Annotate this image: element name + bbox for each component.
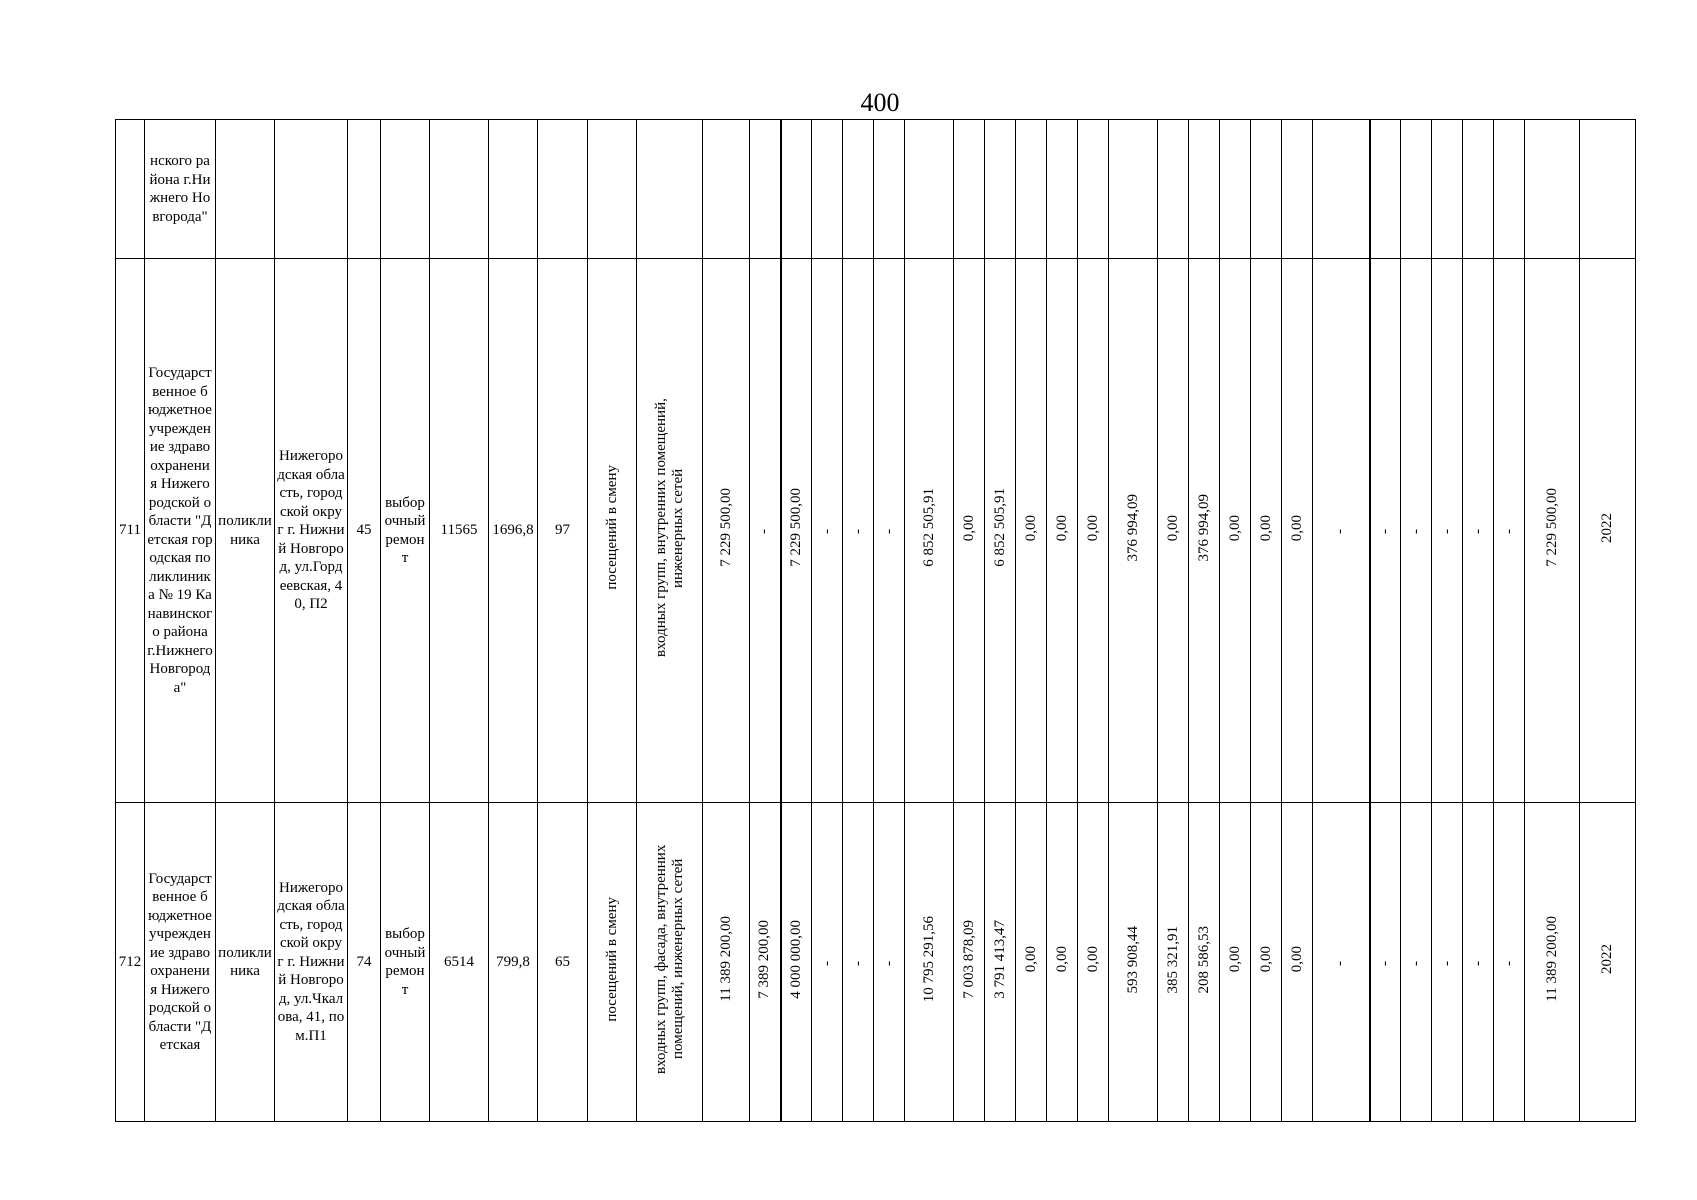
amount-cell	[812, 120, 843, 259]
amount-cell	[954, 120, 985, 259]
amount-cell	[905, 803, 954, 1122]
volume-cell	[430, 259, 489, 803]
amount-cell	[1282, 803, 1313, 1122]
amount-cell-text: 208 586,53	[1195, 925, 1212, 993]
address-cell-text: Нижегородская область, городской округ г. Нижний Новгород, ул.Гордеевская, 40, П2	[277, 448, 345, 613]
capacity-cell	[538, 803, 588, 1122]
amount-cell-text: 385 321,91	[1164, 925, 1181, 993]
works-list-cell-text: входных групп, внутренних помещений, инженерных сетей	[652, 398, 686, 658]
amount-cell-text: 7 229 500,00	[787, 488, 804, 568]
amount-cell	[1158, 120, 1189, 259]
amount-cell	[1432, 259, 1463, 803]
amount-cell	[985, 803, 1016, 1122]
capacity-unit-cell	[588, 259, 637, 803]
object-type-cell-text: поликлиника	[218, 944, 272, 979]
institution-name-cell-text: Государственное бюджетное учреждение здравоохранения Нижегородской области "Детская городская поликлиника № 19 Канавинского района г.Нижнего Новгорода"	[147, 365, 213, 696]
year-cell-text: 2022	[1599, 944, 1615, 975]
amount-cell-text: 11 389 200,00	[1543, 916, 1560, 1003]
wear-cell	[348, 803, 381, 1122]
amount-cell	[1525, 803, 1580, 1122]
amount-cell	[1220, 120, 1251, 259]
area-cell-text: 799,8	[496, 953, 530, 970]
year-cell	[1580, 120, 1636, 259]
amount-cell-text: 0,00	[1288, 514, 1305, 541]
amount-cell	[812, 803, 843, 1122]
address-cell	[275, 120, 348, 259]
amount-cell	[1463, 120, 1494, 259]
amount-cell	[1109, 803, 1158, 1122]
amount-cell	[1282, 120, 1313, 259]
amount-cell-text: 7 389 200,00	[756, 919, 773, 999]
amount-cell	[905, 259, 954, 803]
amount-cell	[874, 120, 905, 259]
amount-cell-text: -	[818, 960, 835, 966]
amount-cell	[703, 803, 750, 1122]
table-row	[116, 120, 1636, 259]
area-cell-text: 1696,8	[492, 522, 534, 539]
object-type-cell	[216, 803, 275, 1122]
amount-cell	[843, 803, 874, 1122]
amount-cell	[812, 259, 843, 803]
amount-cell	[1078, 259, 1109, 803]
amount-cell-text: -	[818, 529, 835, 535]
capacity-unit-cell-text: посещений в смену	[603, 465, 620, 591]
amount-cell	[1158, 803, 1189, 1122]
amount-cell-text: 0,00	[1257, 946, 1274, 973]
work-type-cell-text: выборочный ремонт	[384, 494, 426, 566]
amount-cell-text: 0,00	[1084, 514, 1101, 541]
amount-cell	[1078, 120, 1109, 259]
amount-cell-text: 0,00	[1053, 946, 1070, 973]
amount-cell	[1016, 120, 1047, 259]
amount-cell-text: 7 229 500,00	[717, 488, 734, 568]
amount-cell-text: 0,00	[1288, 946, 1305, 973]
amount-cell	[1313, 803, 1370, 1122]
amount-cell-text: -	[880, 960, 897, 966]
amount-cell	[1220, 259, 1251, 803]
address-cell-text: Нижегородская область, городской округ г. Нижний Новгород, ул.Чкалова, 41, пом.П1	[277, 879, 345, 1044]
work-type-cell	[381, 120, 430, 259]
wear-cell-text: 45	[356, 522, 372, 539]
works-list-cell	[637, 259, 703, 803]
amount-cell	[750, 803, 781, 1122]
amount-cell	[781, 120, 812, 259]
amount-cell-text: 0,00	[1022, 946, 1039, 973]
amount-cell	[1525, 120, 1580, 259]
amount-cell	[1220, 803, 1251, 1122]
amount-cell	[1525, 259, 1580, 803]
institution-name-cell	[145, 259, 216, 803]
amount-cell	[1370, 803, 1401, 1122]
amount-cell-text: -	[1376, 960, 1393, 966]
area-cell	[489, 120, 538, 259]
institution-name-cell	[145, 803, 216, 1122]
amount-cell	[1016, 259, 1047, 803]
object-type-cell	[216, 259, 275, 803]
capacity-cell-text: 97	[555, 522, 570, 539]
amount-cell	[750, 259, 781, 803]
amount-cell	[1494, 259, 1525, 803]
amount-cell	[1109, 120, 1158, 259]
amount-cell	[1313, 259, 1370, 803]
amount-cell	[703, 259, 750, 803]
amount-cell	[1401, 803, 1432, 1122]
volume-cell-text: 11565	[440, 522, 478, 539]
amount-cell	[781, 803, 812, 1122]
amount-cell-text: 0,00	[960, 514, 977, 541]
amount-cell	[750, 120, 781, 259]
amount-cell	[1370, 120, 1401, 259]
row-number-cell-text: 712	[118, 953, 142, 970]
capacity-unit-cell	[588, 120, 637, 259]
amount-cell	[1047, 120, 1078, 259]
amount-cell-text: 10 795 291,56	[920, 916, 937, 1003]
amount-cell-text: -	[1376, 529, 1393, 535]
work-type-cell	[381, 803, 430, 1122]
table-row	[116, 803, 1636, 1122]
amount-cell	[1109, 259, 1158, 803]
capacity-unit-cell-text: посещений в смену	[603, 896, 620, 1022]
amount-cell-text: 0,00	[1053, 514, 1070, 541]
amount-cell-text: 593 908,44	[1124, 925, 1141, 993]
capacity-cell	[538, 259, 588, 803]
amount-cell	[1494, 803, 1525, 1122]
amount-cell-text: 7 229 500,00	[1543, 488, 1560, 568]
amount-cell	[1251, 803, 1282, 1122]
amount-cell	[985, 259, 1016, 803]
object-type-cell	[216, 120, 275, 259]
amount-cell-text: -	[849, 529, 866, 535]
year-cell	[1580, 803, 1636, 1122]
amount-cell	[1189, 259, 1220, 803]
wear-cell	[348, 120, 381, 259]
works-list-cell	[637, 803, 703, 1122]
volume-cell	[430, 120, 489, 259]
amount-cell-text: -	[849, 960, 866, 966]
amount-cell-text: 0,00	[1226, 514, 1243, 541]
volume-cell-text: 6514	[444, 953, 474, 970]
page-number: 400	[860, 88, 900, 117]
amount-cell	[1494, 120, 1525, 259]
amount-cell	[905, 120, 954, 259]
amount-cell	[1047, 259, 1078, 803]
amount-cell	[1251, 259, 1282, 803]
amount-cell-text: -	[1407, 960, 1424, 966]
amount-cell-text: -	[1438, 960, 1455, 966]
amount-cell-text: 0,00	[1022, 514, 1039, 541]
amount-cell	[1251, 120, 1282, 259]
amount-cell	[843, 259, 874, 803]
institution-name-cell	[145, 120, 216, 259]
amount-cell	[1158, 259, 1189, 803]
amount-cell	[1370, 259, 1401, 803]
register-table	[115, 119, 1636, 1122]
amount-cell-text: 0,00	[1257, 514, 1274, 541]
amount-cell	[1401, 259, 1432, 803]
amount-cell	[1078, 803, 1109, 1122]
amount-cell-text: 11 389 200,00	[717, 916, 734, 1003]
row-number-cell	[116, 120, 145, 259]
amount-cell-text: 3 791 413,47	[991, 919, 1008, 999]
capacity-cell	[538, 120, 588, 259]
amount-cell	[703, 120, 750, 259]
amount-cell	[781, 259, 812, 803]
amount-cell-text: -	[1332, 960, 1349, 966]
capacity-cell-text: 65	[555, 953, 570, 970]
year-cell	[1580, 259, 1636, 803]
row-number-cell	[116, 803, 145, 1122]
amount-cell	[1313, 120, 1370, 259]
amount-cell-text: 6 852 505,91	[991, 488, 1008, 568]
amount-cell	[1189, 803, 1220, 1122]
amount-cell	[1463, 259, 1494, 803]
amount-cell-text: -	[1332, 529, 1349, 535]
amount-cell-text: 0,00	[1164, 514, 1181, 541]
volume-cell	[430, 803, 489, 1122]
amount-cell-text: 4 000 000,00	[787, 919, 804, 999]
amount-cell-text: -	[1469, 960, 1486, 966]
year-cell-text: 2022	[1599, 512, 1615, 543]
area-cell	[489, 259, 538, 803]
amount-cell	[1016, 803, 1047, 1122]
work-type-cell-text: выборочный ремонт	[384, 926, 426, 998]
amount-cell-text: -	[756, 529, 773, 535]
amount-cell	[985, 120, 1016, 259]
amount-cell-text: -	[880, 529, 897, 535]
table-row	[116, 259, 1636, 803]
works-list-cell	[637, 120, 703, 259]
amount-cell	[1047, 803, 1078, 1122]
amount-cell-text: 376 994,09	[1195, 494, 1212, 562]
area-cell	[489, 803, 538, 1122]
amount-cell	[954, 259, 985, 803]
amount-cell	[1282, 259, 1313, 803]
institution-name-cell-text: нского района г.Нижнего Новгорода"	[149, 153, 211, 225]
institution-name-cell-text: Государственное бюджетное учреждение здравоохранения Нижегородской области "Детская	[148, 870, 212, 1053]
amount-cell	[874, 803, 905, 1122]
works-list-cell-text: входных групп, фасада, внутренних помещений, инженерных сетей	[652, 844, 686, 1074]
amount-cell-text: -	[1500, 960, 1517, 966]
amount-cell	[843, 120, 874, 259]
amount-cell-text: 7 003 878,09	[960, 919, 977, 999]
capacity-unit-cell	[588, 803, 637, 1122]
amount-cell-text: 376 994,09	[1124, 494, 1141, 562]
amount-cell	[1432, 803, 1463, 1122]
amount-cell-text: 0,00	[1226, 946, 1243, 973]
object-type-cell-text: поликлиника	[218, 513, 272, 548]
address-cell	[275, 259, 348, 803]
amount-cell-text: -	[1438, 529, 1455, 535]
amount-cell	[1432, 120, 1463, 259]
row-number-cell	[116, 259, 145, 803]
amount-cell-text: -	[1469, 529, 1486, 535]
amount-cell	[1463, 803, 1494, 1122]
amount-cell	[954, 803, 985, 1122]
amount-cell-text: -	[1407, 529, 1424, 535]
amount-cell-text: 6 852 505,91	[920, 488, 937, 568]
amount-cell	[1401, 120, 1432, 259]
amount-cell-text: 0,00	[1084, 946, 1101, 973]
work-type-cell	[381, 259, 430, 803]
wear-cell	[348, 259, 381, 803]
wear-cell-text: 74	[356, 953, 372, 970]
address-cell	[275, 803, 348, 1122]
row-number-cell-text: 711	[119, 522, 141, 539]
amount-cell	[874, 259, 905, 803]
amount-cell-text: -	[1500, 529, 1517, 535]
amount-cell	[1189, 120, 1220, 259]
